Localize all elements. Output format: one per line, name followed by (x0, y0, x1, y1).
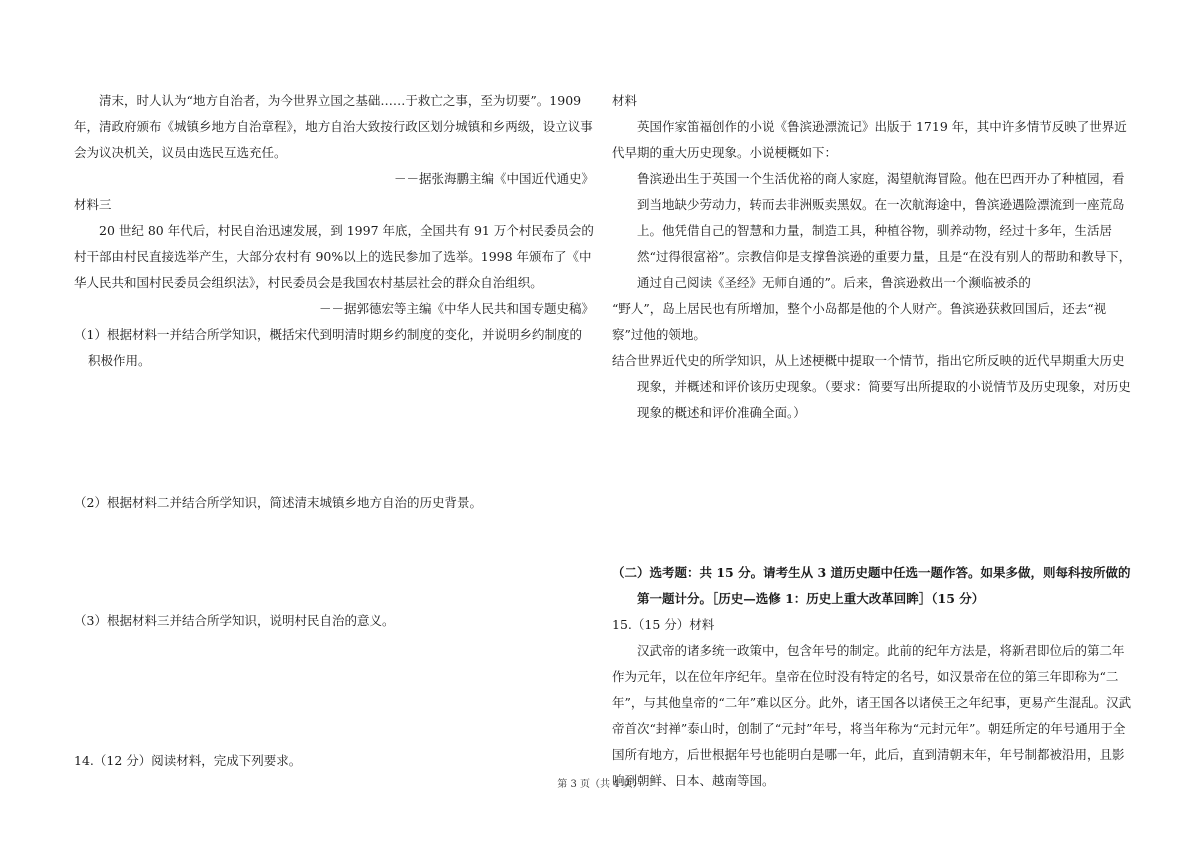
novel-synopsis-paragraph: 鲁滨逊出生于英国一个生活优裕的商人家庭，渴望航海冒险。他在巴西开办了种植园，看到当地缺少劳动力，转而去非洲贩卖黑奴。在一次航海途中，鲁滨逊遇险漂流到一座荒岛上。他凭借自己的智慧和力量，制造工具，种植谷物，驯养动物，经过十多年，生活居然“过得很富裕”。宗教信仰是支撑鲁滨逊的重要力量，且是“在没有别人的帮助和教导下，通过自己阅读《圣经》无师自通的”。后来，鲁滨逊救出一个濒临被杀的 (637, 171, 1132, 290)
right-column (612, 88, 1132, 794)
question-14: 14.（12 分）阅读材料，完成下列要求。 (74, 753, 302, 768)
material-three-paragraph: 20 世纪 80 年代后，村民自治迅速发展，到 1997 年底，全国共有 91 万个村民委员会的村干部由村民直接选举产生，大部分农村有 90%以上的选民参加了选举。1998 年颁布了《中华人民共和国村民委员会组织法》，村民委员会是我国农村基层社会的群众自治组织。 (74, 223, 594, 290)
material-two-source: －－据张海鹏主编《中国近代通史》 (393, 171, 594, 186)
novel-intro-paragraph: 英国作家笛福创作的小说《鲁滨逊漂流记》出版于 1719 年，其中许多情节反映了世界近代早期的重大历史现象。小说梗概如下： (612, 119, 1127, 160)
answer-space-2 (74, 516, 594, 608)
answer-space-14 (612, 426, 1132, 560)
material-three-heading: 材料三 (74, 197, 112, 212)
left-column (74, 88, 594, 774)
question-3: （3）根据材料三并结合所学知识，说明村民自治的意义。 (74, 613, 395, 628)
task-instruction: 结合世界近代史的所学知识，从上述梗概中提取一个情节，指出它所反映的近代早期重大历史现象，并概述和评价该历史现象。（要求：简要写出所提取的小说情节及历史现象，对历史现象的概述和评价准确全面。） (612, 353, 1131, 420)
elective-section-heading: （二）选考题：共 15 分。请考生从 3 道历史题中任选一题作答。如果多做，则每科按所做的第一题计分。［历史—选修 1：历史上重大改革回眸］（15 分） (612, 565, 1131, 606)
question-15-material: 汉武帝的诸多统一政策中，包含年号的制定。此前的纪年方法是，将新君即位后的第二年作为元年，以在位年序纪年。皇帝在位时没有特定的名号，如汉景帝在位的第三年即称为“二年”，与其他皇帝的“二年”难以区分。此外，诸王国各以诸侯王之年纪事，更易产生混乱。汉武帝首次“封禅”泰山时，创制了“元封”年号，将当年称为“元封元年”。朝廷所定的年号通用于全国所有地方，后世根据年号也能明白是哪一年，此后，直到清朝末年，年号制都被沿用，且影响到朝鲜、日本、越南等国。 (612, 643, 1132, 788)
question-1: （1）根据材料一并结合所学知识，概括宋代到明清时期乡约制度的变化，并说明乡约制度的积极作用。 (74, 327, 582, 368)
novel-synopsis-continued: “野人”，岛上居民也有所增加，整个小岛都是他的个人财产。鲁滨逊获救回国后，还去“视察”过他的领地。 (612, 301, 1107, 342)
material-heading: 材料 (612, 93, 638, 108)
material-three-source: －－据郭德宏等主编《中华人民共和国专题史稿》 (318, 301, 594, 316)
answer-space-3 (74, 634, 594, 748)
answer-space-1 (74, 374, 594, 490)
question-2: （2）根据材料二并结合所学知识，简述清末城镇乡地方自治的历史背景。 (74, 495, 482, 510)
question-15: 15.（15 分）材料 (612, 617, 715, 632)
material-two-paragraph: 清末，时人认为“地方自治者，为今世界立国之基础……于救亡之事，至为切要”。1909 年，清政府颁布《城镇乡地方自治章程》，地方自治大致按行政区划分城镇和乡两级，设立议事会为议决机关，议员由选民互选充任。 (74, 93, 593, 160)
page-footer: 第 3 页（共 4 页） (557, 779, 643, 790)
